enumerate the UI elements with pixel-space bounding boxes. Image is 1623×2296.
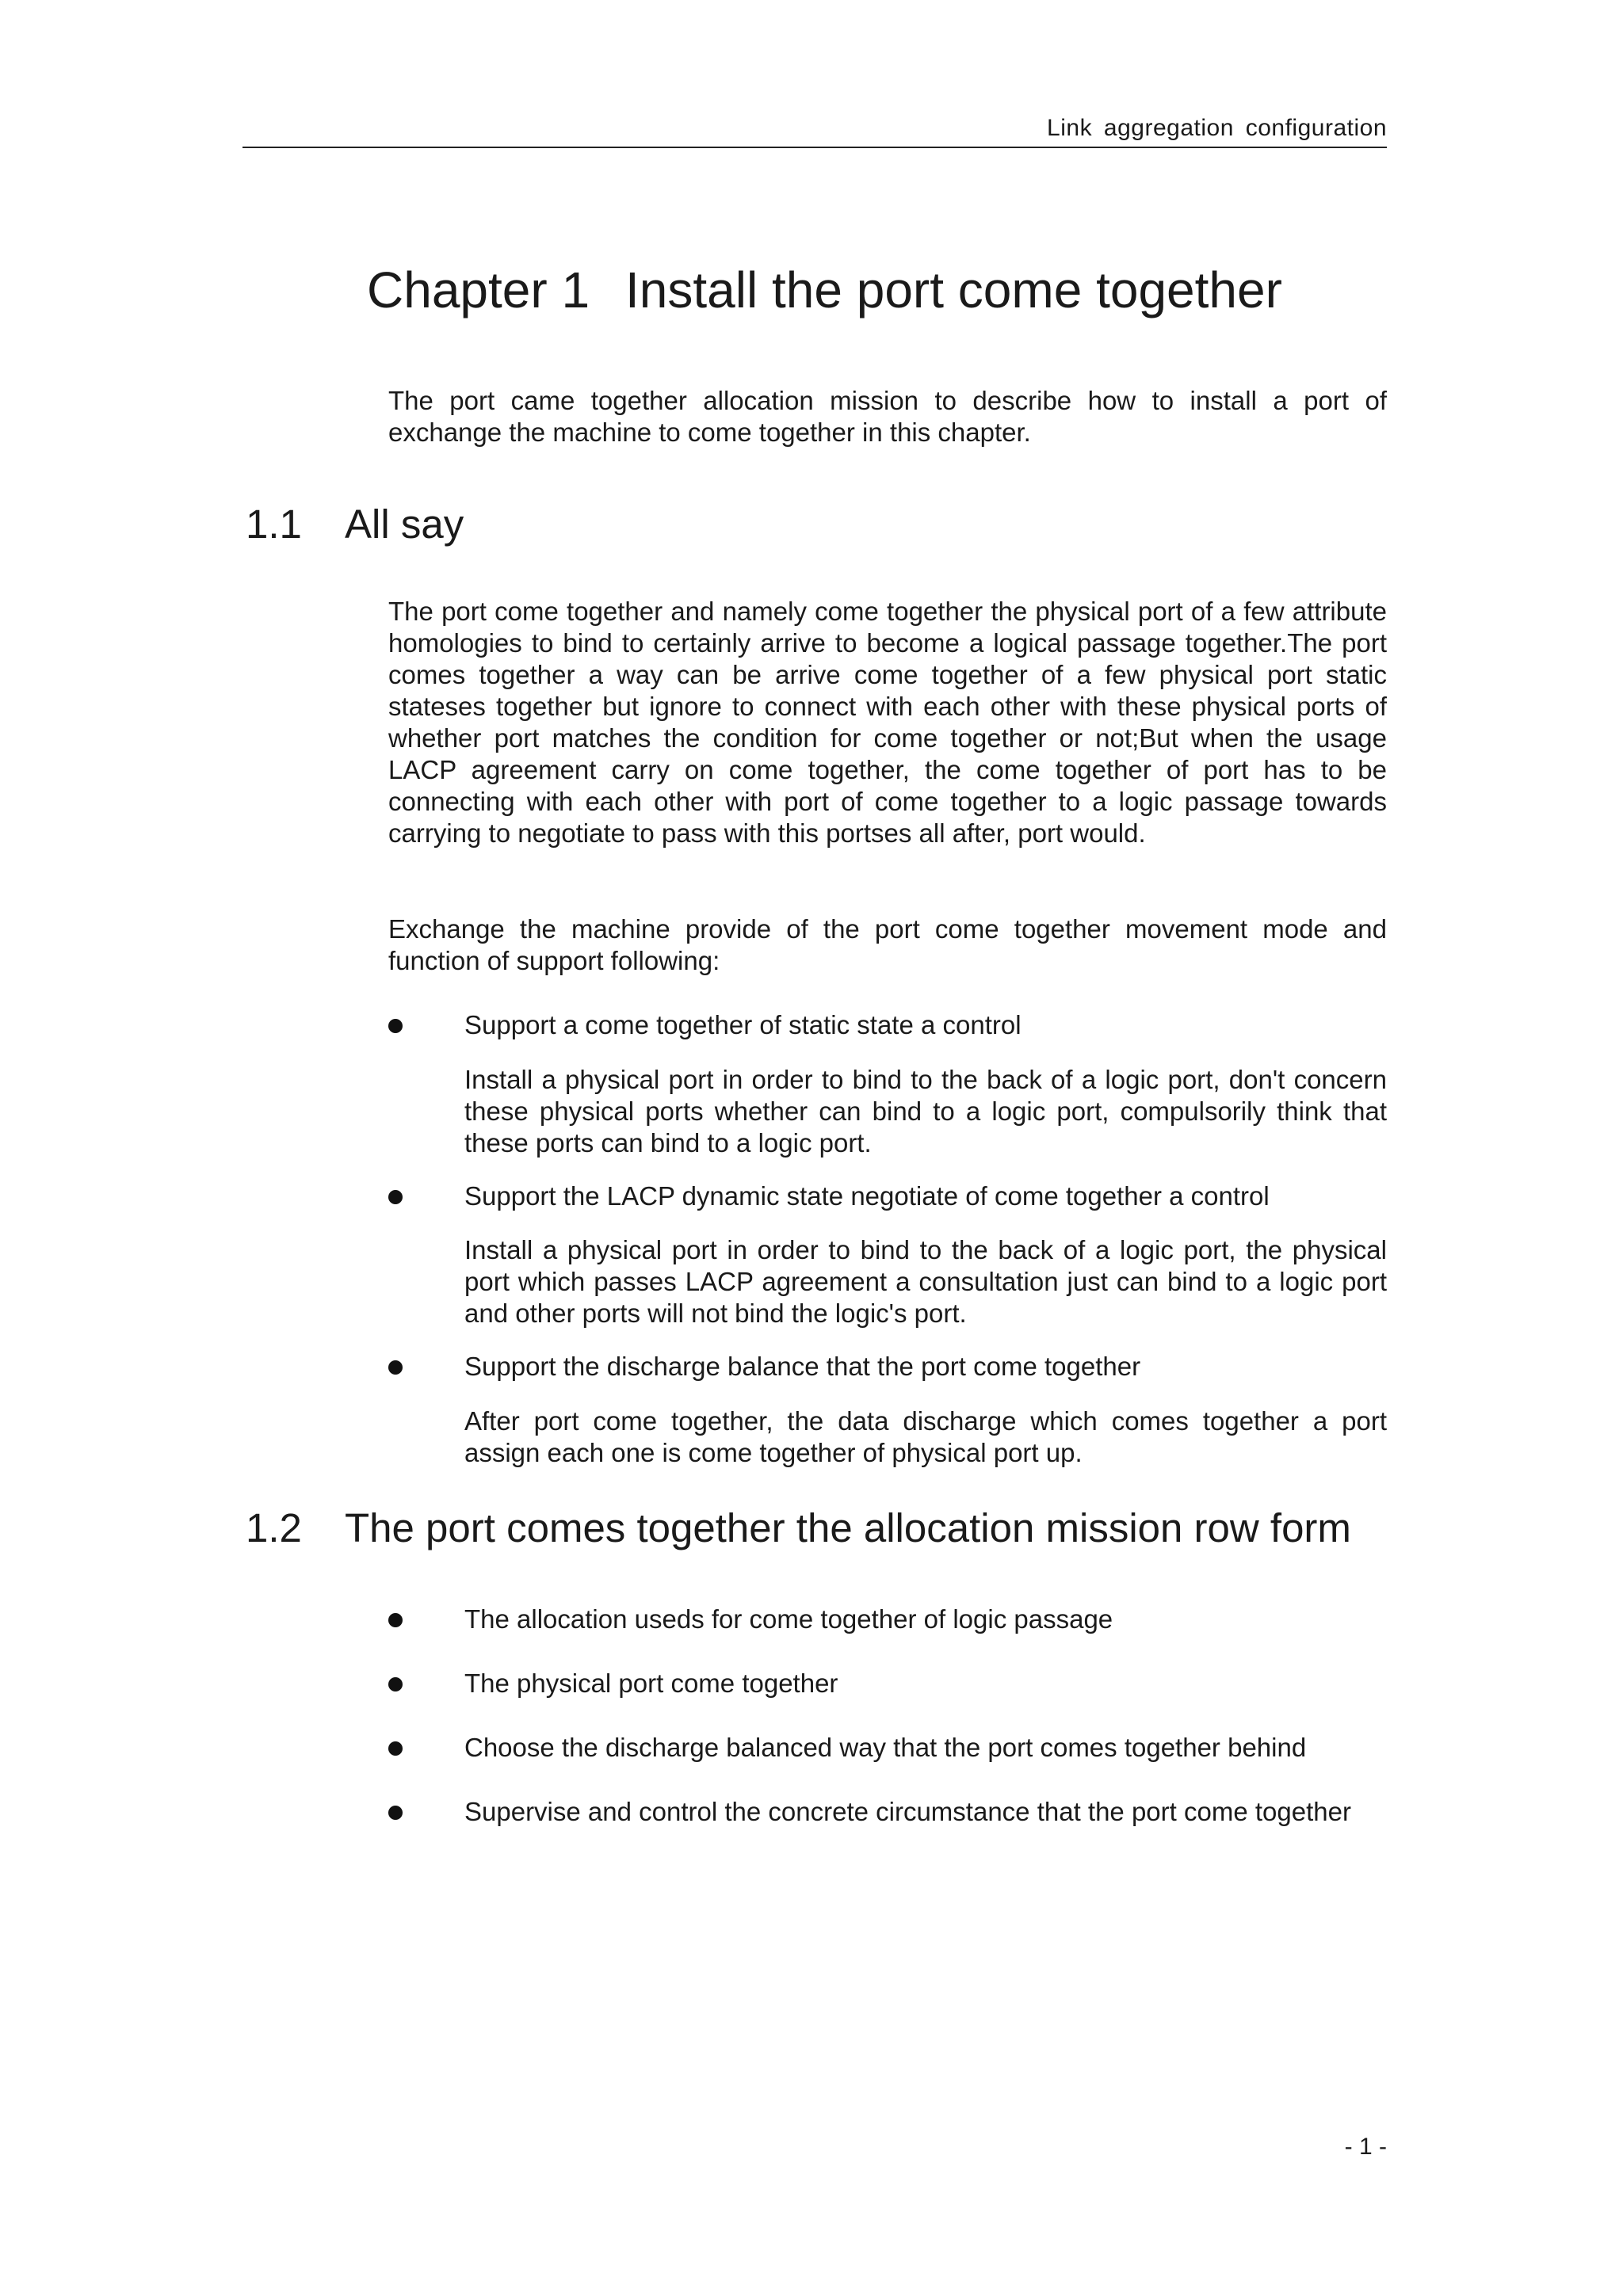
bullet-item	[388, 1009, 1387, 1041]
bullet-description: Install a physical port in order to bind to the back of a logic port, don't concern these physical ports whether can bind to a logic port, compulsorily think that these ports can bind to a logic port.	[464, 1065, 1387, 1158]
chapter-intro: The port came together allocation mission to describe how to install a port of exchange the machine to come together in this chapter.	[388, 386, 1387, 447]
bullet-dot-icon	[388, 1613, 403, 1627]
bullet-title: Support the discharge balance that the port come together	[464, 1352, 1141, 1381]
section-1-1-title: All say	[345, 502, 464, 547]
bullet-description: Install a physical port in order to bind to the back of a logic port, the physical port which passes LACP agreement a consultation just can bind to a logic port and other ports will not bind the logic's port.	[464, 1235, 1387, 1328]
list-item	[388, 1668, 1387, 1699]
bullet-dot-icon	[388, 1741, 403, 1756]
section-1-2-heading	[246, 1503, 1351, 1554]
section-1-1-heading	[246, 499, 464, 550]
page-number: - 1 -	[1344, 2134, 1387, 2160]
list-item-text: The physical port come together	[464, 1669, 838, 1698]
bullet-dot-icon	[388, 1360, 403, 1375]
list-item-text: Choose the discharge balanced way that the port comes together behind	[464, 1733, 1307, 1762]
chapter-number: Chapter 1	[367, 261, 590, 318]
section-1-2-number: 1.2	[246, 1505, 302, 1550]
chapter-title	[367, 258, 1282, 322]
list-item	[388, 1796, 1387, 1828]
section-1-1-number: 1.1	[246, 502, 302, 547]
running-header: Link aggregation configuration	[1047, 115, 1387, 141]
bullet-title: Support a come together of static state a control	[464, 1010, 1022, 1039]
header-rule	[242, 147, 1387, 148]
list-item	[388, 1604, 1387, 1635]
bullet-item	[388, 1180, 1387, 1212]
bullet-title: Support the LACP dynamic state negotiate of come together a control	[464, 1181, 1270, 1211]
section-1-2-title: The port comes together the allocation mission row form	[345, 1505, 1351, 1550]
list-item-text: Supervise and control the concrete circumstance that the port come together	[464, 1797, 1351, 1826]
bullet-description: After port come together, the data discharge which comes together a port assign each one is come together of physical port up.	[464, 1406, 1387, 1467]
section-1-1-paragraph-2: Exchange the machine provide of the port come together movement mode and function of support following:	[388, 914, 1387, 975]
list-item	[388, 1732, 1387, 1764]
bullet-dot-icon	[388, 1677, 403, 1691]
bullet-dot-icon	[388, 1806, 403, 1820]
chapter-title-text: Install the port come together	[625, 261, 1282, 318]
bullet-dot-icon	[388, 1190, 403, 1204]
section-1-1-paragraph-1: The port come together and namely come together the physical port of a few attribute homologies to bind to certainly arrive to become a logical passage together.The port comes together a way can be arrive come together of a few physical port static stateses together but ignore to connect with each other with these physical ports of whether port matches the condition for come together or not;But when the usage LACP agreement carry on come together, the come together of port has to be connecting with each other with port of come together to a logic passage towards carrying to negotiate to pass with this portses all after, port would.	[388, 597, 1387, 848]
bullet-dot-icon	[388, 1019, 403, 1033]
list-item-text: The allocation useds for come together of logic passage	[464, 1604, 1113, 1634]
bullet-item	[388, 1351, 1387, 1383]
